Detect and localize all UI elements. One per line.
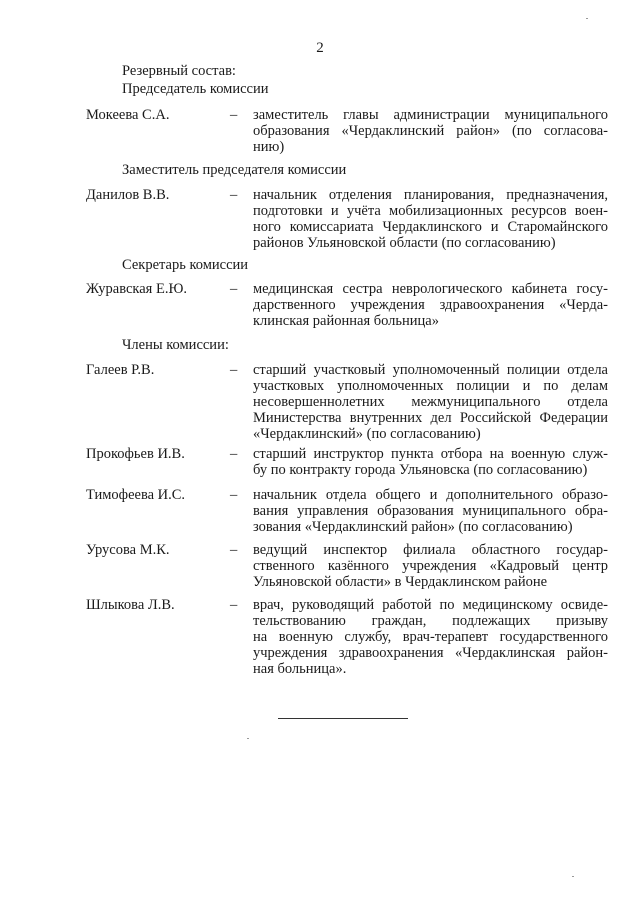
member-description: [253, 107, 608, 155]
dash-separator: –: [230, 281, 238, 297]
description-line: Министерства внутренних дел Российской Федерации: [253, 410, 608, 426]
description-line: врач, руководящий работой по медицинскому освиде-: [253, 597, 608, 613]
description-line: тельствованию граждан, подлежащих призыву: [253, 613, 608, 629]
description-line: начальник отдела общего и дополнительного образо-: [253, 487, 608, 503]
member-name: Данилов В.В.: [86, 187, 170, 203]
member-description: [253, 187, 608, 251]
dash-separator: –: [230, 187, 238, 203]
dash-separator: –: [230, 487, 238, 503]
scan-speck: [247, 738, 249, 739]
scan-speck: [572, 876, 574, 877]
description-line: районов Ульяновской области (по согласованию): [253, 235, 556, 251]
member-name: Галеев Р.В.: [86, 362, 155, 378]
description-line: нию): [253, 139, 285, 155]
member-description: [253, 281, 608, 329]
description-line: ного комиссариата Чердаклинского и Старомайнского: [253, 219, 608, 235]
member-name: Журавская Е.Ю.: [86, 281, 187, 297]
description-line: участковых уполномоченных полиции и по делам: [253, 378, 608, 394]
description-line: образования «Чердаклинский район» (по согласова-: [253, 123, 608, 139]
page-number: 2: [316, 40, 324, 56]
member-description: [253, 362, 608, 442]
description-line: на военную службу, врач-терапевт государственного: [253, 629, 608, 645]
member-description: [253, 542, 608, 590]
description-line: учреждения здравоохранения «Чердаклинская район-: [253, 645, 608, 661]
member-description: [253, 446, 608, 478]
member-name: Шлыкова Л.В.: [86, 597, 175, 613]
member-description: [253, 487, 608, 535]
description-line: дарственного учреждения здравоохранения «Черда-: [253, 297, 608, 313]
members-heading: Члены комиссии:: [122, 337, 229, 353]
description-line: ная больница».: [253, 661, 347, 677]
member-description: [253, 597, 608, 677]
description-line: Ульяновской области» в Чердаклинском районе: [253, 574, 548, 590]
dash-separator: –: [230, 362, 238, 378]
description-line: старший инструктор пункта отбора на военную служ-: [253, 446, 608, 462]
description-line: подготовки и учёта мобилизационных ресурсов воен-: [253, 203, 608, 219]
closing-rule: [278, 718, 408, 719]
dash-separator: –: [230, 597, 238, 613]
description-line: вания управления образования муниципального обра-: [253, 503, 608, 519]
dash-separator: –: [230, 542, 238, 558]
description-line: несовершеннолетних межмуниципального отдела: [253, 394, 608, 410]
description-line: «Чердаклинский» (по согласованию): [253, 426, 481, 442]
member-name: Мокеева С.А.: [86, 107, 170, 123]
member-name: Прокофьев И.В.: [86, 446, 185, 462]
reserve-heading: Резервный состав:: [122, 63, 236, 79]
chair-heading: Председатель комиссии: [122, 81, 269, 97]
description-line: медицинская сестра неврологического кабинета госу-: [253, 281, 608, 297]
member-name: Урусова М.К.: [86, 542, 170, 558]
description-line: старший участковый уполномоченный полиции отдела: [253, 362, 608, 378]
scan-speck: [586, 18, 588, 19]
description-line: бу по контракту города Ульяновска (по согласованию): [253, 462, 588, 478]
dash-separator: –: [230, 446, 238, 462]
member-name: Тимофеева И.С.: [86, 487, 186, 503]
description-line: заместитель главы администрации муниципального: [253, 107, 608, 123]
description-line: ственного казённого учреждения «Кадровый центр: [253, 558, 608, 574]
description-line: зования «Чердаклинский район» (по согласованию): [253, 519, 573, 535]
description-line: ведущий инспектор филиала областного государ-: [253, 542, 608, 558]
dash-separator: –: [230, 107, 238, 123]
description-line: начальник отделения планирования, предназначения,: [253, 187, 608, 203]
secretary-heading: Секретарь комиссии: [122, 257, 249, 273]
description-line: клинская районная больница»: [253, 313, 439, 329]
deputy-heading: Заместитель председателя комиссии: [122, 162, 347, 178]
